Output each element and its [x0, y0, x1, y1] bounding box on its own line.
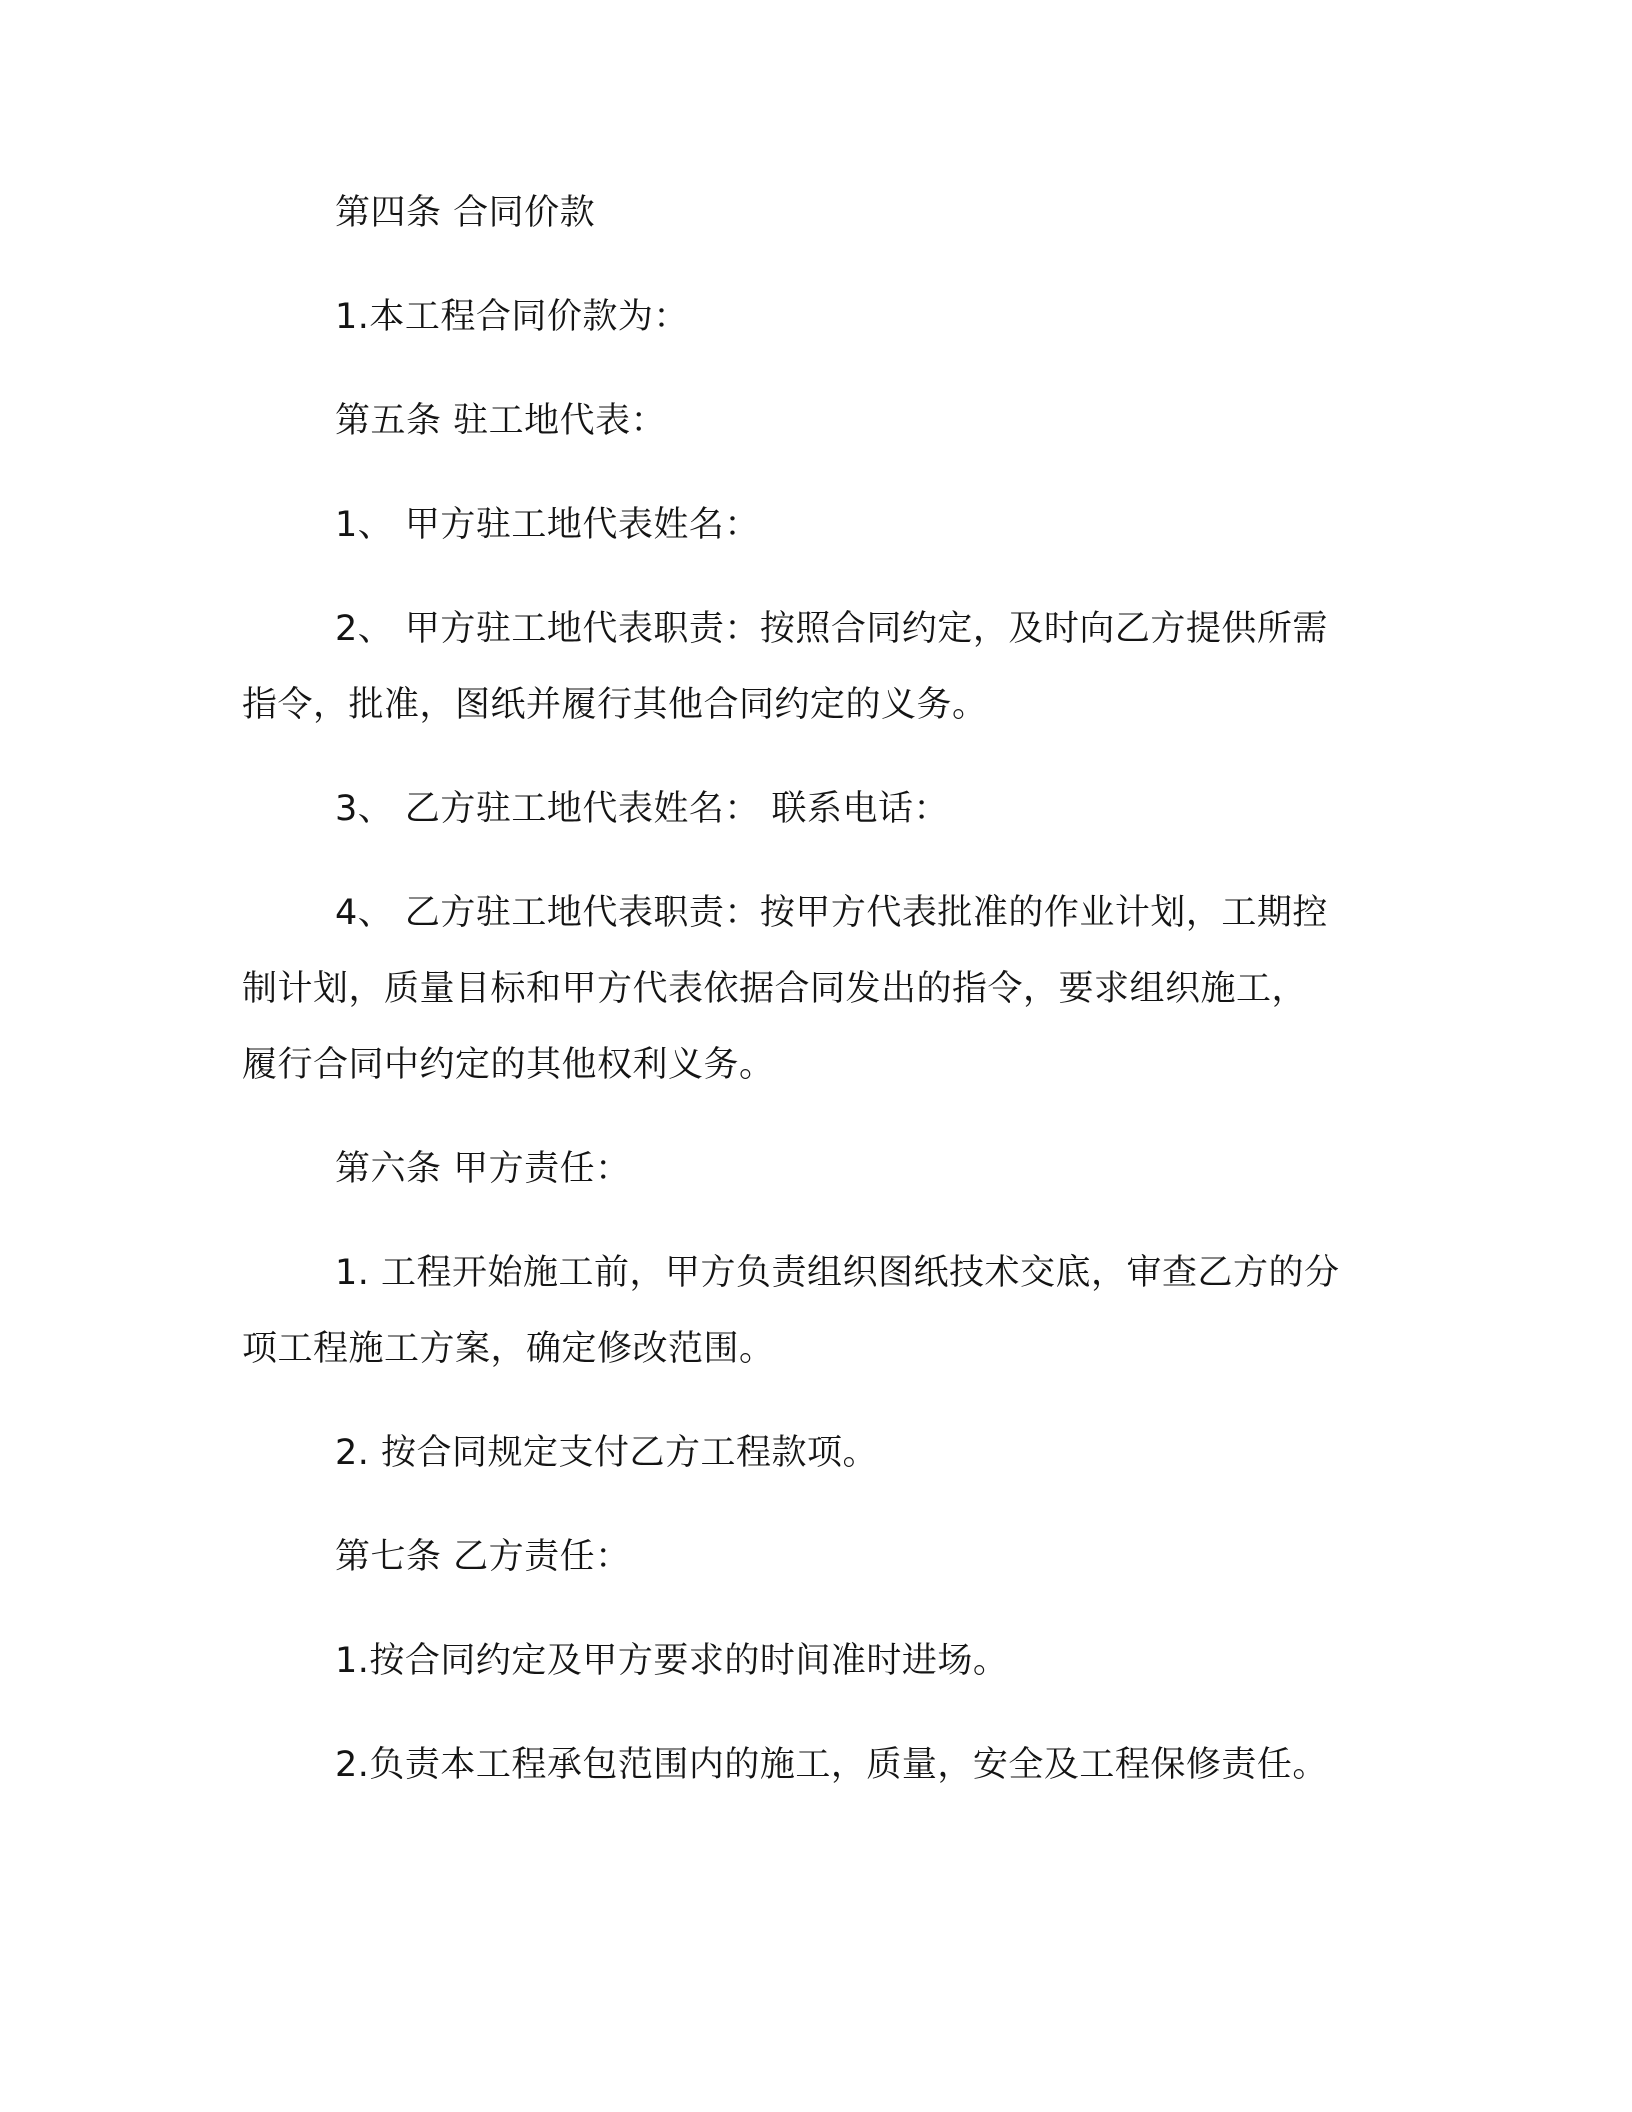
- article-5-item-4-line-2: 制计划，质量目标和甲方代表依据合同发出的指令，要求组织施工，: [242, 969, 1308, 1009]
- article-7-item-2: 2.负责本工程承包范围内的施工，质量，安全及工程保修责任。: [335, 1745, 1328, 1785]
- article-6-item-1-line-1: 1. 工程开始施工前，甲方负责组织图纸技术交底，审查乙方的分: [335, 1253, 1340, 1293]
- article-6-heading: 第六条 甲方责任：: [335, 1149, 631, 1189]
- article-5-item-2-line-2: 指令，批准，图纸并履行其他合同约定的义务。: [242, 685, 988, 725]
- article-7-item-1: 1.按合同约定及甲方要求的时间准时进场。: [335, 1641, 1009, 1681]
- article-4-item-1: 1.本工程合同价款为：: [335, 297, 689, 337]
- article-5-item-1: 1、 甲方驻工地代表姓名：: [335, 505, 760, 545]
- article-7-heading: 第七条 乙方责任：: [335, 1537, 631, 1577]
- article-6-item-2: 2. 按合同规定支付乙方工程款项。: [335, 1433, 879, 1473]
- article-5-item-2-line-1: 2、 甲方驻工地代表职责：按照合同约定，及时向乙方提供所需: [335, 609, 1328, 649]
- article-5-heading: 第五条 驻工地代表：: [335, 401, 667, 441]
- article-6-item-1-line-2: 项工程施工方案，确定修改范围。: [242, 1329, 775, 1369]
- article-4-heading: 第四条 合同价款: [335, 193, 596, 233]
- article-5-item-4-line-1: 4、 乙方驻工地代表职责：按甲方代表批准的作业计划，工期控: [335, 893, 1328, 933]
- article-5-item-4-line-3: 履行合同中约定的其他权利义务。: [242, 1045, 775, 1085]
- article-5-item-3: 3、 乙方驻工地代表姓名： 联系电话：: [335, 789, 950, 829]
